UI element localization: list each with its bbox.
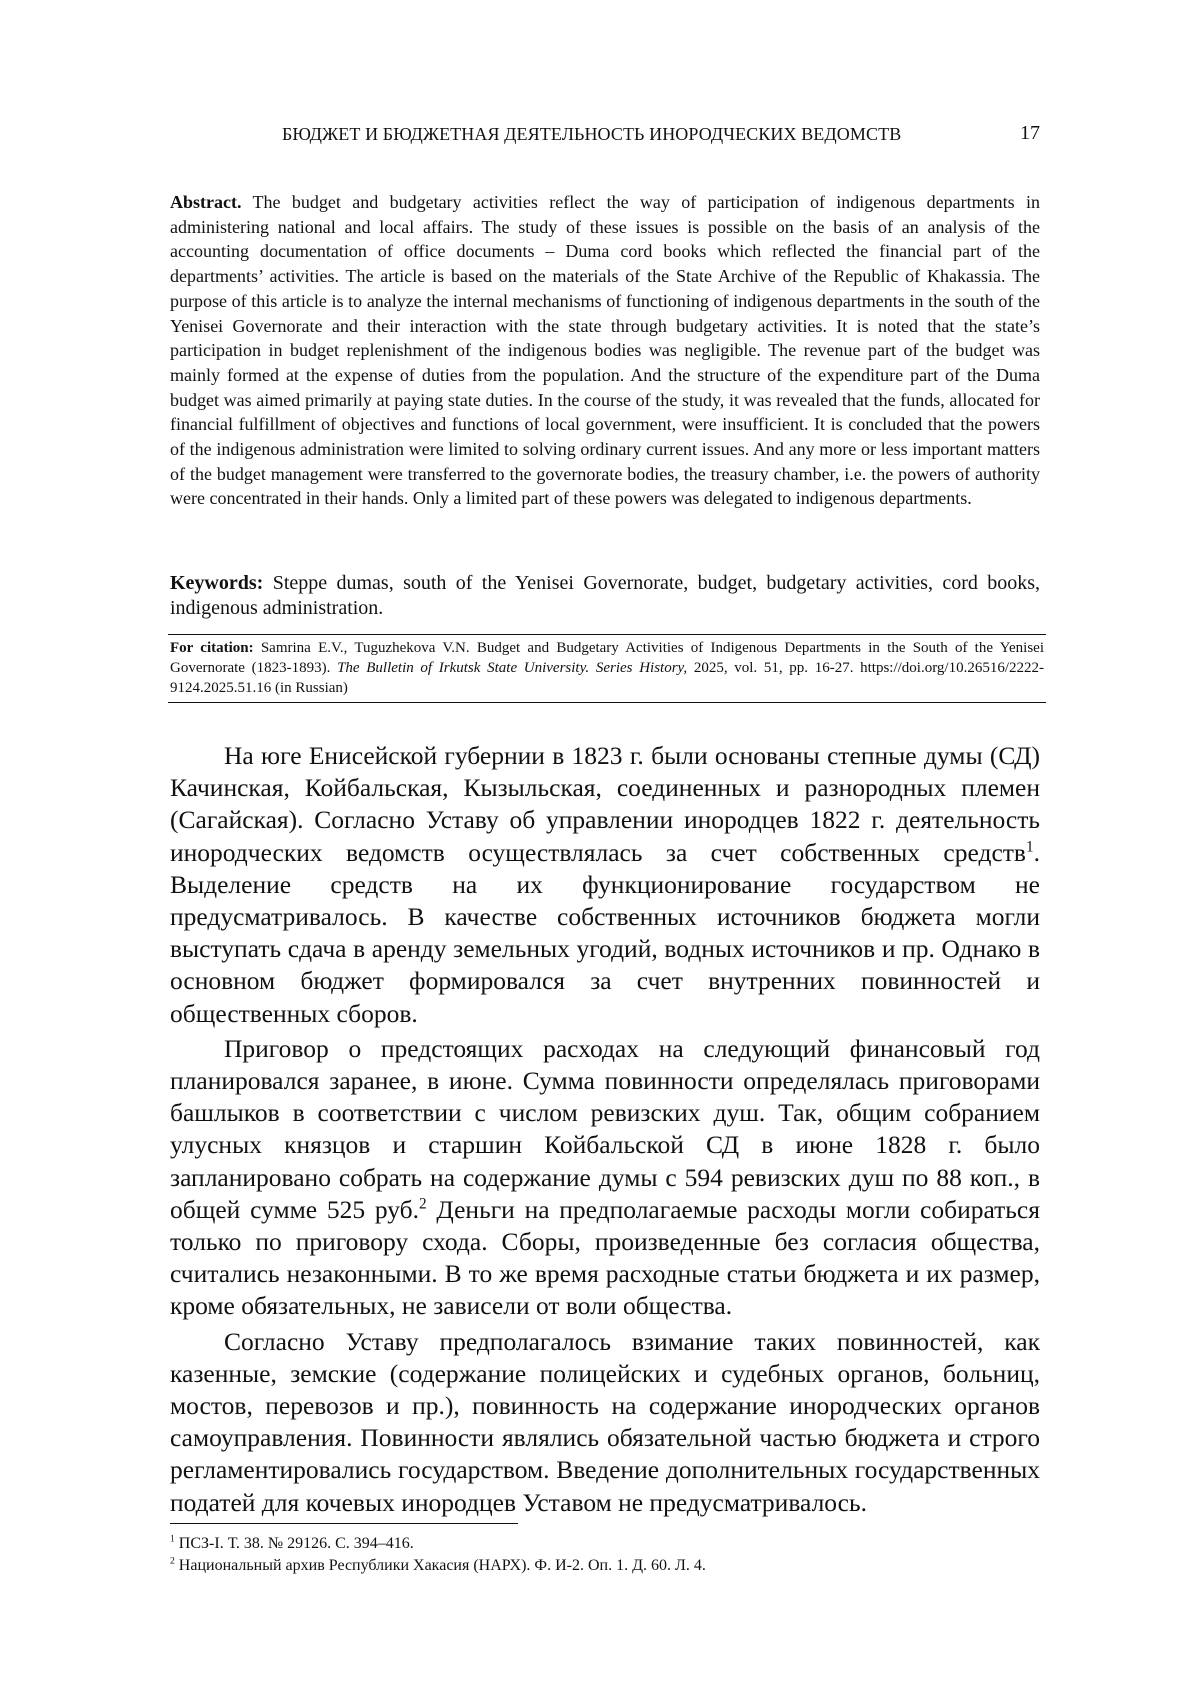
abstract-text: The budget and budgetary activities reflect the way of participation of indigenous departments in administering national and local affairs. The study of these issues is possible on the basis of an analysis of the accounting documentation of office documents – Duma cord books which reflected the financial part of the departments’ activities. The article is based on the materials of the State Archive of the Republic of Khakassia. The purpose of this article is to analyze the internal mechanisms of functioning of indigenous departments in the south of the Yenisei Governorate and their interaction with the state through budgetary activities. It is noted that the state’s participation in budget replenishment of the indigenous bodies was negligible. The revenue part of the budget was mainly formed at the expense of duties from the population. And the structure of the expenditure part of the Duma budget was aimed primarily at paying state duties. In the course of the study, it was revealed that the funds, allocated for financial fulfillment of objectives and functions of local government, were insufficient. It is concluded that the powers of the indigenous administration were limited to solving ordinary current issues. And any more or less important matters of the budget management were transferred to the governorate bodies, the treasury chamber, i.e. the powers of authority were concentrated in their hands. Only a limited part of these powers was delegated to indigenous departments. [170,192,1040,509]
citation-label: For citation: [170,640,254,656]
keywords-label: Keywords: [170,572,264,594]
article-body [170,740,1040,1522]
citation-box [168,634,1046,703]
abstract [170,190,1040,511]
footnote-text: ПСЗ-I. Т. 38. № 29126. С. 394–416. [178,1535,414,1552]
keywords-text: Steppe dumas, south of the Yenisei Governorate, budget, budgetary activities, cord books, indigenous administration. [170,572,1041,619]
footnote-number: 2 [170,1555,175,1567]
body-text-span: На юге Енисейской губернии в 1823 г. были основаны степные думы (СД) Качинская, Койбальская, Кызыльская, соединенных и разнородных племен (Сагайская). Согласно Уставу об управлении инородцев 1822 г. деятельность инородческих ведомств осуществлялась за счет собственных средств [170,741,1040,867]
body-text-span: Приговор о предстоящих расходах на следующий финансовый год планировался заранее, в июне. Сумма повинности определялась приговорами башлыков в соответствии с числом ревизских душ. Так, общим собранием улусных князцов и старшин Койбальской СД в июне 1828 г. было запланировано собрать на содержание думы с 594 ревизских душ по 88 коп., в общей сумме 525 руб. [170,1033,1040,1224]
keywords [170,571,1040,621]
footnote-item [170,1555,1040,1577]
page-number: 17 [1020,122,1040,144]
citation-details: 2025, vol. 51, pp. 16-27. https://doi.org/10.26516/2222-9124.2025.51.16 (in Russian) [170,660,1045,696]
body-paragraph [170,740,1040,1030]
footnote-ref[interactable]: 2 [419,1195,427,1213]
abstract-label: Abstract. [170,192,242,212]
footnote-number: 1 [170,1533,175,1545]
footnote-item [170,1533,1040,1555]
footnote-ref[interactable]: 1 [1025,838,1034,856]
body-text-span: . Выделение средств на их функционирование государством не предусматривалось. В качестве собственных источников бюджета могли выступать сдача в аренду земельных угодий, водных источников и пр. Однако в основном бюджет формировался за счет внутренних повинностей и общественных сборов. [170,837,1040,1028]
citation-authors-title: Samrina E.V., Tuguzhekova V.N. Budget and Budgetary Activities of Indigenous Departments in the South of the Yenisei Governorate (1823-1893). [170,640,1044,676]
running-head [170,124,1040,150]
body-text-span: Деньги на предполагаемые расходы могли собираться только по приговору схода. Сборы, произведенные без согласия общества, считались незаконными. В то же время расходные статьи бюджета и их размер, кроме обязательных, не зависели от воли общества. [170,1194,1040,1321]
footnotes [170,1533,1040,1577]
running-title: БЮДЖЕТ И БЮДЖЕТНАЯ ДЕЯТЕЛЬНОСТЬ ИНОРОДЧЕСКИХ ВЕДОМСТВ [282,124,902,144]
body-paragraph: Согласно Уставу предполагалось взимание таких повинностей, как казенные, земские (содержание полицейских и судебных органов, больниц, мостов, перевозов и пр.), повинность на содержание инородческих органов самоуправления. Повинности являлись обязательной частью бюджета и строго регламентировались государством. Введение дополнительных государственных податей для кочевых инородцев Уставом не предусматривалось. [170,1326,1040,1517]
citation-journal: The Bulletin of Irkutsk State University. Series History, [337,660,688,676]
body-paragraph [170,1033,1040,1323]
footnote-text: Национальный архив Республики Хакасия (НАРХ). Ф. И-2. Оп. 1. Д. 60. Л. 4. [178,1557,706,1574]
footnote-divider [170,1523,518,1524]
